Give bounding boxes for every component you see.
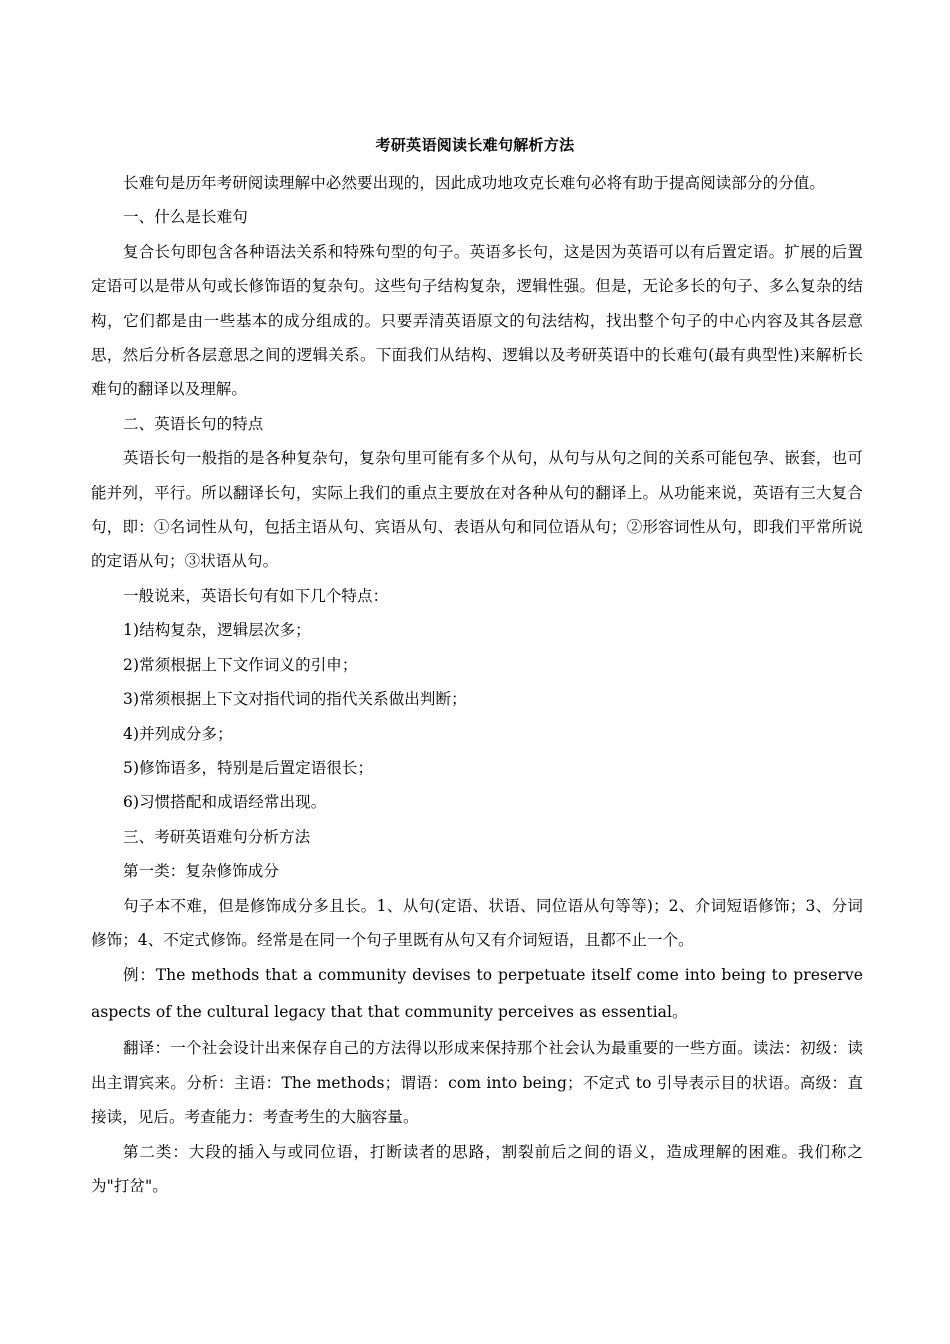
paragraph-modifiers: 句子本不难，但是修饰成分多且长。1、从句(定语、状语、同位语从句等等)；2、介词短语修饰；3、分词修饰；4、不定式修饰。经常是在同一个句子里既有从句又有介词短语，且都不止一个。	[91, 896, 863, 949]
paragraph-definition: 复合长句即包含各种语法关系和特殊句型的句子。英语多长句，这是因为英语可以有后置定语。扩展的后置定语可以是带从句或长修饰语的复杂句。这些句子结构复杂，逻辑性强。但是，无论多长的句子、多么复杂的结构，它们都是由一些基本的成分组成的。只要弄清英语原文的句法结构，找出整个句子的中心内容及其各层意思，然后分析各层意思之间的逻辑关系。下面我们从结构、逻辑以及考研英语中的长难句(最有典型性)来解析长难句的翻译以及理解。	[91, 242, 863, 399]
feature-item-3: 3)常须根据上下文对指代词的指代关系做出判断；	[123, 690, 467, 709]
section-heading-features: 二、英语长句的特点	[123, 414, 264, 433]
feature-item-2: 2)常须根据上下文作词义的引申；	[123, 655, 358, 674]
category-heading-2: 第二类：大段的插入与或同位语，打断读者的思路，割裂前后之间的语义，造成理解的困难。我们称之为"打岔"。	[91, 1142, 863, 1195]
section-heading-what-is: 一、什么是长难句	[123, 208, 248, 227]
feature-item-4: 4)并列成分多；	[123, 724, 233, 743]
feature-item-6: 6)习惯搭配和成语经常出现。	[123, 793, 327, 812]
document-body	[91, 166, 863, 1203]
section-heading-methods: 三、考研英语难句分析方法	[123, 827, 311, 846]
paragraph-features-intro: 一般说来，英语长句有如下几个特点：	[123, 586, 389, 605]
category-heading-1: 第一类：复杂修饰成分	[123, 862, 280, 881]
document-title: 考研英语阅读长难句解析方法	[375, 136, 575, 154]
paragraph-clauses: 英语长句一般指的是各种复杂句，复杂句里可能有多个从句，从句与从句之间的关系可能包孕、嵌套，也可能并列，平行。所以翻译长句，实际上我们的重点主要放在对各种从句的翻译上。从功能来说，英语有三大复合句，即：①名词性从句，包括主语从句、宾语从句、表语从句和同位语从句；②形容词性从句，即我们平常所说的定语从句；③状语从句。	[91, 449, 863, 571]
feature-item-5: 5)修饰语多，特别是后置定语很长；	[123, 758, 374, 777]
paragraph-intro: 长难句是历年考研阅读理解中必然要出现的，因此成功地攻克长难句必将有助于提高阅读部分的分值。	[123, 174, 826, 192]
paragraph-translation: 翻译：一个社会设计出来保存自己的方法得以形成来保持那个社会认为最重要的一些方面。读法：初级：读出主谓宾来。分析：主语：The methods；谓语：com into being；不定式 to 引导表示目的状语。高级：直接读，见后。考查能力：考查考生的大脑容量。	[91, 1039, 863, 1127]
example-sentence: 例：The methods that a community devises to perpetuate itself come into being to preserve aspects of the cultural legacy that that community perceives as essential。	[91, 966, 863, 1022]
feature-item-1: 1)结构复杂，逻辑层次多；	[123, 621, 311, 640]
